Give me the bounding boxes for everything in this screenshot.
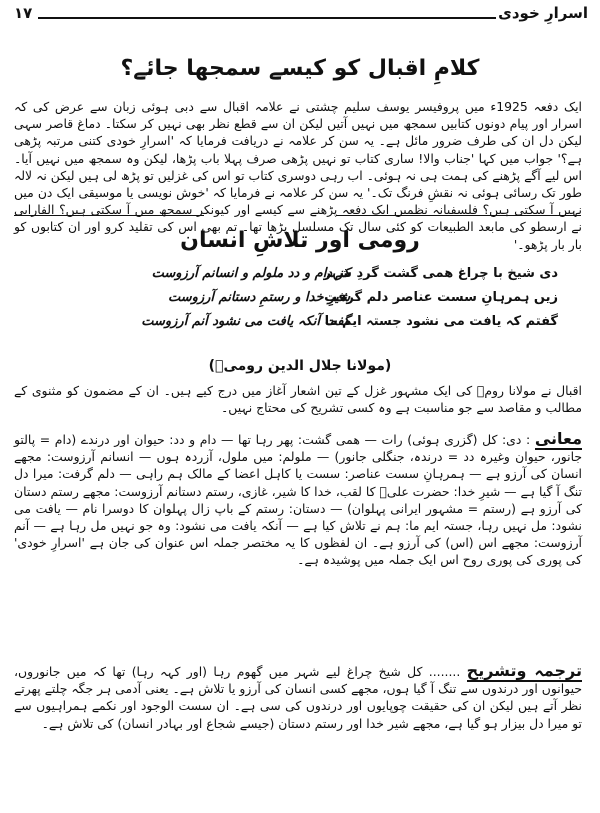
verse-column-left (100, 262, 350, 334)
header-rule (38, 17, 496, 19)
translation-paragraph (14, 662, 582, 732)
meanings-label: معانی (534, 429, 582, 448)
verse-line: دی شیخ با چراغ همی گشت گردِ شہر (323, 266, 558, 281)
running-title: اسرارِ خودی (498, 4, 588, 22)
translation-text: کل شیخ چراغ لیے شہر میں گھوم رہا (اور کہہ رہا) تھا کہ میں جانوروں، حیوانوں اور درندوں سے تنگ آ گیا ہوں، مجھے کسی انسان کی آرزو یا تلاش ہے۔ یعنی آدمی ہر جگہ چلتے پھرتے نظر آتے ہیں لیکن ان کی حقیقت چوپایوں اور درندوں کی سی ہے۔ ان سست الوجود اور نکمے ہمراہیوں سے تو میرا دل بیزار ہو گیا ہے، مجھے شیر خدا اور رستم دستان (جیسے شجاع اور بہادر انسان) کی تلاش ہے۔ (14, 664, 582, 731)
meanings-paragraph (14, 430, 582, 569)
verse-line: گفتم کہ یافت می نشود جستہ ایم ما (324, 314, 558, 329)
translation-label: ترجمہ وتشریح (466, 661, 582, 680)
translation-dots: ........ (428, 664, 461, 679)
divider-left (14, 215, 204, 216)
divider-right (336, 215, 581, 216)
verse-column-right (318, 262, 558, 334)
page-number: ١٧ (14, 4, 33, 22)
page-header (8, 4, 592, 28)
section-title: کلامِ اقبال کو کیسے سمجھا جائے؟ (120, 56, 480, 81)
poem-intro-paragraph: اقبال نے مولانا رومؒ کی ایک مشہور غزل کے تین اشعار آغاز میں درج کیے ہیں۔ ان کے مضمون کو مثنوی کے مطالب و مقاصد سے جو مناسبت ہے وہ کسی تشریح کی محتاج نہیں۔ (14, 383, 582, 416)
verse-line: کز دام و دد ملولم و انسانم آرزوست (151, 266, 350, 281)
poet-attribution: (مولانا جلال الدین رومیؒ) (208, 358, 392, 374)
intro-paragraph: ایک دفعہ 1925ء میں پروفیسر یوسف سلیم چشتی نے علامہ اقبال سے دبی ہوئی زبان سے عرض کی کہ اسرار اور پیام دونوں کتابیں سمجھ میں نہیں آتیں لیکن ان سے قطع نظر بھی نہیں کر سکتا۔ دماغ قاصر سہی لیکن دل ان کی طرف ضرور مائل ہے۔ یہ سن کر علامہ نے دریافت فرمایا کہ 'اسرارِ خودی کتنی مرتبہ پڑھی ہے؟' جواب میں کہا 'جناب والا! ساری کتاب تو نہیں پڑھی صرف پہلا باب پڑھا، لیکن وہ سمجھ میں نہیں آیا۔ اس لیے آگے پڑھنے کی ہمت ہی نہ ہوئی۔ اب رہی دوسری کتاب تو اس کی غزلیں تو پڑھ لی ہیں لیکن نہ لالہ طور تک رسائی ہوئی نہ نقشِ فرنگ تک۔' یہ سن کر علامہ نے فرمایا کہ 'خوش نویسی یا موسیقی ایک دن میں نہیں آ سکتی ہیں؟ فلسفیانہ نظمیں ایک دفعہ پڑھنے سے کیسے اور کیونکر سمجھ میں آ سکتی ہیں؟ الفارابی نے ارسطو کی مابعد الطبیعات کو کئی سال تک مسلسل پڑھا تھا۔ تم بھی اس کی تقلید کرو اور ان کتابوں کو بار بار پڑھو۔' (14, 99, 582, 252)
verse-line: شیرِ خدا و رستمِ دستانم آرزوست (167, 290, 350, 305)
verse-line: گفت آنکہ یافت می نشود آنم آرزوست (141, 314, 350, 329)
verse-line: زیں ہمرہانِ سست عناصر دلم گرفت (324, 290, 558, 305)
meanings-text: : دی: کل (گزری ہوئی) رات — همی گشت: پھر رہا تھا — دام و دد: حیوان اور درندے (دام = پالتو جانور، حیوان وغیرہ دد = درندہ، جنگلی جانور) — ملولم: میں ملول، آزردہ ہوں — انسانم آرزوست: مجھے انسان کی آرزو ہے — ہمرہانِ سست عناصر: سست یا کاہل اعضا کے مالک ہم راہی — دلم گرفت: میرا دل تنگ آ گیا ہے — شیرِ خدا: حضرت علیؓ کا لقب، خدا کا شیر، غازی، رستم دستانم آرزوست: مجھے رستم دستان کی آرزو ہے (رستم = مشہور ایرانی پہلوان) — دستان: رستم کے باپ زال پہلوان کا دوسرا نام — یافت می نشود: مل نہیں رہا، جستہ ایم ما: ہم نے تلاش کیا ہے — آنکہ یافت می نشود: وہ جو نہیں مل رہا ہے — آنم آرزوست: مجھے اس (اس) کی آرزو ہے۔ ان لفظوں کا یہ مختصر جملہ اس عنوان کی جان ہے 'اسرارِ خودی' کی پوری کی پوری روح اس ایک جملہ میں پوشیدہ ہے۔ (14, 432, 582, 568)
poem-title: رومی اور تلاشِ انسان (180, 228, 420, 253)
